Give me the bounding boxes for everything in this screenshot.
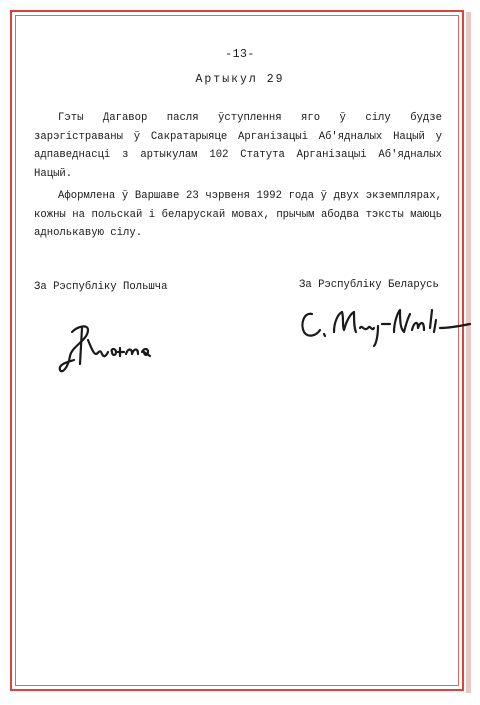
signature-label-poland: За Рэспубліку Польшча (34, 281, 168, 293)
paragraph-registration: Гэты Дагавор пасля ўступлення яго ў сілу будзе зарэгістраваны ў Сакратарыяце Арганізацыі Аб'ядналых Нацый у адпаведнасці з артыкулам 102 Статута Арганізацыі Аб'ядналых Нацый. (34, 112, 442, 180)
signature-poland (58, 318, 168, 378)
signature-belarus (298, 298, 476, 346)
paragraph-execution: Аформлена ў Варшаве 23 чэрвеня 1992 года ў двух экземплярах, кожны на польскай і беларускай мовах, прычым абодва тэксты маюць аднолькавую сілу. (34, 190, 442, 239)
page-number: -13- (225, 48, 255, 61)
signature-label-belarus: За Рэспубліку Беларусь (299, 279, 439, 291)
frame-shadow (466, 12, 471, 693)
article-title: Артыкул 29 (195, 73, 285, 86)
